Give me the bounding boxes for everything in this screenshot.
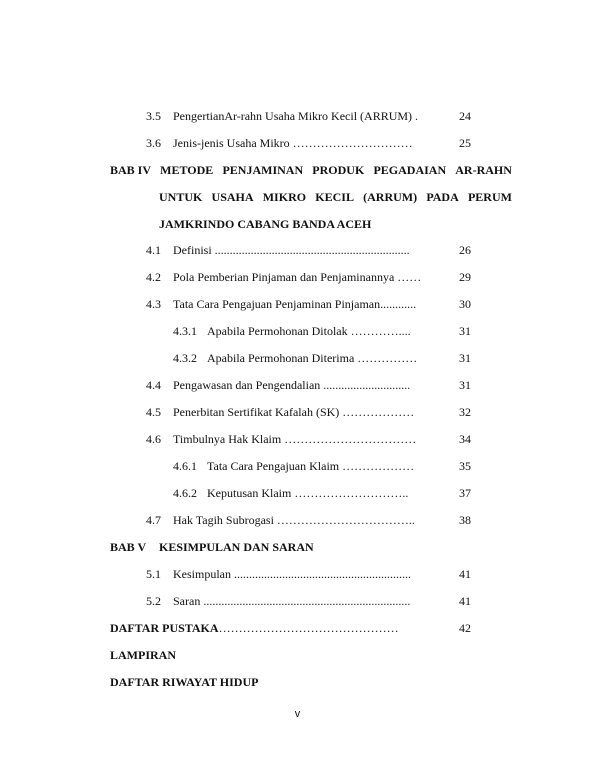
entry-page: 26 <box>459 243 471 257</box>
entry-title: Kesimpulan ........................................................... <box>173 567 411 581</box>
daftar-pustaka-row <box>110 621 399 635</box>
entry-title: Pengawasan dan Pengendalian ............................. <box>173 378 411 392</box>
lampiran-heading: LAMPIRAN <box>110 648 176 662</box>
entry-title: Saran ..................................................................... <box>173 594 411 608</box>
bab4-heading-line1 <box>110 163 512 178</box>
entry-title: Apabila Permohonan Ditolak ………….... <box>207 324 411 338</box>
entry-number: 4.4 <box>146 378 161 392</box>
entry-page: 25 <box>459 136 471 150</box>
entry-page: 31 <box>459 378 471 392</box>
entry-page: 34 <box>459 432 471 446</box>
entry-number: 4.5 <box>146 405 161 419</box>
entry-number: 4.6 <box>146 432 161 446</box>
entry-page: 42 <box>459 621 471 635</box>
entry-number: 4.7 <box>146 513 161 527</box>
bab4-word: METODE <box>160 163 214 177</box>
daftar-pustaka-title: DAFTAR PUSTAKA <box>110 621 219 635</box>
entry-number: 4.2 <box>146 270 161 284</box>
bab4-heading-line3: JAMKRINDO CABANG BANDA ACEH <box>159 217 372 231</box>
entry-number: 5.1 <box>146 567 161 581</box>
bab4-word: AR-RAHN <box>455 163 512 177</box>
bab4-word: PENJAMINAN <box>222 163 304 177</box>
page-number: v <box>294 708 301 720</box>
entry-number: 4.3.2 <box>173 351 197 365</box>
bab4-word: BAB IV <box>110 163 152 177</box>
entry-number: 5.2 <box>146 594 161 608</box>
entry-page: 35 <box>459 459 471 473</box>
entry-page: 31 <box>459 324 471 338</box>
entry-number: 3.5 <box>146 109 161 123</box>
entry-page: 41 <box>459 594 471 608</box>
entry-page: 38 <box>459 513 471 527</box>
bab4-word: PADA <box>426 190 459 204</box>
bab4-word: UNTUK <box>159 190 203 204</box>
entry-title: Keputusan Klaim ……………………….. <box>207 486 409 500</box>
entry-title: Timbulnya Hak Klaim …………………………… <box>173 432 417 446</box>
bab4-word: (ARRUM) <box>363 190 418 204</box>
entry-number: 4.3.1 <box>173 324 197 338</box>
bab4-word: KECIL <box>315 190 354 204</box>
entry-number: 4.6.2 <box>173 486 197 500</box>
bab4-word: MIKRO <box>262 190 307 204</box>
bab5-title: KESIMPULAN DAN SARAN <box>159 540 314 554</box>
bab5-label: BAB V <box>110 540 147 554</box>
entry-title: Definisi ................................................................. <box>173 243 410 257</box>
entry-title: Pola Pemberian Pinjaman dan Penjaminannya …… <box>173 270 422 284</box>
entry-title: Tata Cara Pengajuan Penjaminan Pinjaman............ <box>173 297 417 311</box>
entry-page: 30 <box>459 297 471 311</box>
bab4-word: PERUM <box>467 190 512 204</box>
entry-title: Tata Cara Pengajuan Klaim ……………… <box>207 459 415 473</box>
daftar-pustaka-dots: ……………………………………… <box>218 621 399 635</box>
entry-page: 41 <box>459 567 471 581</box>
entry-number: 4.3 <box>146 297 161 311</box>
riwayat-heading: DAFTAR RIWAYAT HIDUP <box>110 675 259 689</box>
entry-page: 29 <box>459 270 471 284</box>
entry-number: 3.6 <box>146 136 161 150</box>
entry-title: Jenis-jenis Usaha Mikro ………………………… <box>173 136 413 150</box>
bab4-word: PRODUK <box>312 163 365 177</box>
entry-page: 32 <box>459 405 471 419</box>
entry-page: 31 <box>459 351 471 365</box>
entry-title: PengertianAr-rahn Usaha Mikro Kecil (ARRUM) . <box>173 109 419 123</box>
entry-number: 4.1 <box>146 243 161 257</box>
bab4-heading-line2 <box>159 190 512 205</box>
entry-number: 4.6.1 <box>173 459 197 473</box>
entry-title: Penerbitan Sertifikat Kafalah (SK) ……………… <box>173 405 415 419</box>
bab4-word: PEGADAIAN <box>373 163 447 177</box>
entry-page: 37 <box>459 486 471 500</box>
entry-title: Hak Tagih Subrogasi …………………………….. <box>173 513 415 527</box>
entry-page: 24 <box>459 109 471 123</box>
bab4-word: USAHA <box>211 190 254 204</box>
entry-title: Apabila Permohonan Diterima …………… <box>207 351 418 365</box>
